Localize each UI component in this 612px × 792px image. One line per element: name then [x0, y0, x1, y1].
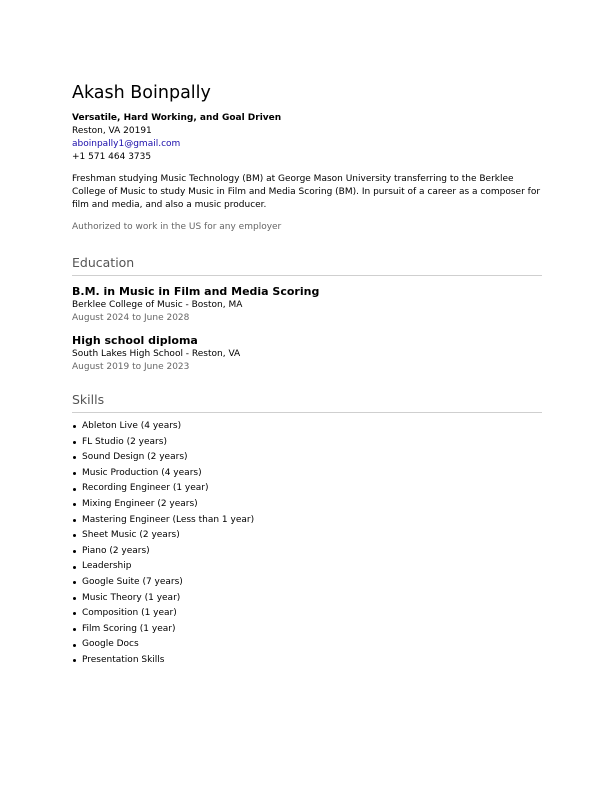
skill-label: Recording Engineer (1 year) — [82, 483, 209, 494]
skill-label: Mastering Engineer (Less than 1 year) — [82, 514, 255, 525]
skill-item — [72, 513, 542, 529]
bullet-icon — [73, 534, 76, 537]
resume-page — [72, 82, 542, 669]
skill-label: Google Docs — [82, 639, 139, 650]
skill-item — [72, 419, 542, 435]
skill-item — [72, 528, 542, 544]
skill-item — [72, 622, 542, 638]
skill-label: FL Studio (2 years) — [82, 436, 167, 447]
bullet-icon — [73, 488, 76, 491]
education-entry — [72, 334, 542, 374]
school-name: Berklee College of Music - Boston, MA — [72, 300, 243, 310]
skill-label: Composition (1 year) — [82, 608, 177, 619]
skill-item — [72, 637, 542, 653]
education-heading: Education — [72, 255, 542, 276]
skills-list — [72, 419, 542, 669]
bullet-icon — [73, 503, 76, 506]
bullet-icon — [73, 456, 76, 459]
email-link[interactable]: aboinpally1@gmail.com — [72, 139, 181, 149]
work-authorization: Authorized to work in the US for any employer — [72, 222, 282, 232]
skill-item — [72, 653, 542, 669]
skill-item — [72, 497, 542, 513]
skill-label: Presentation Skills — [82, 654, 165, 665]
skill-label: Ableton Live (4 years) — [82, 421, 182, 431]
degree-title: High school diploma — [72, 334, 198, 347]
skill-item — [72, 544, 542, 560]
bullet-icon — [73, 644, 76, 647]
bullet-icon — [73, 519, 76, 522]
bullet-icon — [73, 425, 76, 428]
skill-item — [72, 450, 542, 466]
skill-label: Music Theory (1 year) — [82, 592, 181, 603]
bullet-icon — [73, 441, 76, 444]
bullet-icon — [73, 550, 76, 553]
skill-item — [72, 606, 542, 622]
skill-label: Sheet Music (2 years) — [82, 530, 180, 541]
skill-label: Film Scoring (1 year) — [82, 623, 176, 634]
bullet-icon — [73, 659, 76, 662]
education-dates: August 2019 to June 2023 — [72, 362, 190, 372]
phone-number: +1 571 464 3735 — [72, 152, 152, 162]
summary-text: Freshman studying Music Technology (BM) at George Mason University transferring to the Berklee College of Music to study Music in Film and Media Scoring (BM). In pursuit of a career as a composer for film and media, and also a music producer. — [72, 174, 541, 210]
skill-label: Leadership — [82, 561, 132, 572]
skill-item — [72, 575, 542, 591]
bullet-icon — [73, 472, 76, 475]
skills-heading: Skills — [72, 392, 542, 413]
bullet-icon — [73, 628, 76, 631]
degree-title: B.M. in Music in Film and Media Scoring — [72, 285, 320, 298]
skill-item — [72, 435, 542, 451]
skill-label: Music Production (4 years) — [82, 467, 202, 478]
skill-item — [72, 466, 542, 482]
candidate-name: Akash Boinpally — [72, 83, 211, 103]
school-name: South Lakes High School - Reston, VA — [72, 349, 241, 359]
bullet-icon — [73, 566, 76, 569]
skill-item — [72, 591, 542, 607]
education-entry — [72, 285, 542, 325]
bullet-icon — [73, 597, 76, 600]
skill-label: Mixing Engineer (2 years) — [82, 498, 198, 509]
location: Reston, VA 20191 — [72, 126, 152, 136]
bullet-icon — [73, 581, 76, 584]
tagline: Versatile, Hard Working, and Goal Driven — [72, 113, 282, 123]
bullet-icon — [73, 612, 76, 615]
skill-item — [72, 559, 542, 575]
skill-label: Sound Design (2 years) — [82, 452, 188, 463]
skill-label: Google Suite (7 years) — [82, 576, 183, 587]
skill-item — [72, 481, 542, 497]
education-dates: August 2024 to June 2028 — [72, 313, 190, 323]
skill-label: Piano (2 years) — [82, 545, 150, 556]
